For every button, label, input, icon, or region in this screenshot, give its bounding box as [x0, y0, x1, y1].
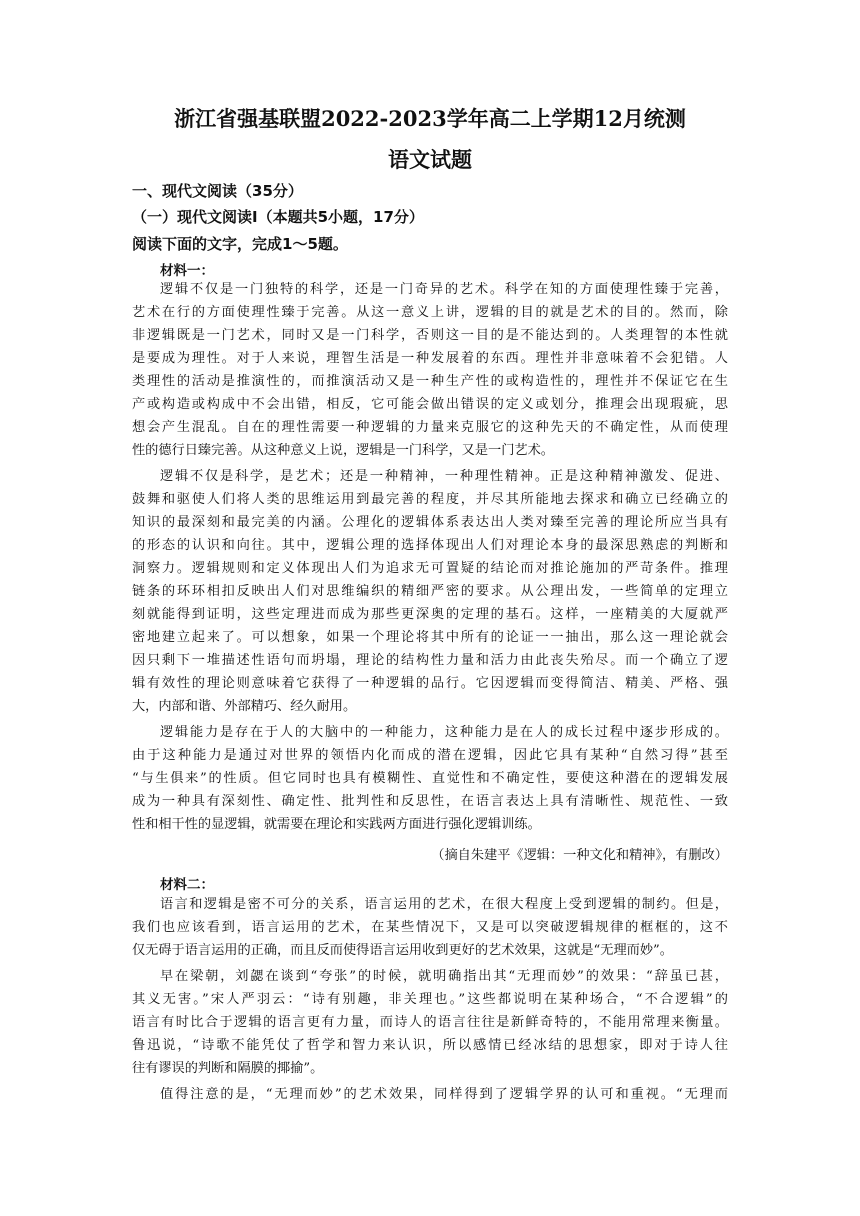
text-line: 由于这种能力是通过对世界的领悟内化而成的潜在逻辑，因此它具有某种“自然习得”甚至 — [132, 748, 728, 763]
subsection-heading: （一）现代文阅读Ⅰ（本题共5小题，17分） — [132, 208, 424, 226]
document-subtitle: 语文试题 — [388, 147, 472, 172]
text-line: 逻辑不仅是科学，是艺术；还是一种精神，一种理性精神。正是这种精神激发、促进、 — [160, 469, 728, 484]
text-line: 性和相干性的显逻辑，就需要在理论和实践两方面进行强化逻辑训练。 — [132, 817, 541, 832]
text-line: 因只剩下一堆描述性语句而坍塌，理论的结构性力量和活力由此丧失殆尽。而一个确立了逻 — [132, 653, 728, 668]
text-line: 是要成为理性。对于人来说，理智生活是一种发展着的东西。理性并非意味着不会犯错。人 — [132, 351, 728, 366]
text-line: 鲁迅说，“诗歌不能凭仗了哲学和智力来认识，所以感情已经冰结的思想家，即对于诗人往 — [132, 1038, 728, 1053]
material1-label: 材料一： — [160, 263, 214, 279]
text-line: 大，内部和谐、外部精巧、经久耐用。 — [132, 699, 357, 714]
text-line: 逻辑不仅是一门独特的科学，还是一门奇异的艺术。科学在知的方面使理性臻于完善， — [160, 282, 728, 297]
document-title: 浙江省强基联盟2022-2023学年高二上学期12月统测 — [174, 106, 686, 131]
text-line: 往有谬误的判断和隔膜的揶揄”。 — [132, 1061, 324, 1076]
material2-label: 材料二： — [160, 877, 214, 893]
text-line: 类理性的活动是推演性的，而推演活动又是一种生产性的或构造性的，理性并不保证它在生 — [132, 374, 728, 389]
text-line: 鼓舞和驱使人们将人类的思维运用到最完善的程度，并尽其所能地去探求和确立已经确立的 — [132, 492, 728, 507]
text-line: 的形态的认识和向往。其中，逻辑公理的选择体现出人们对理论本身的最深思熟虑的判断和 — [132, 538, 728, 553]
text-line: 非逻辑既是一门艺术，同时又是一门科学，否则这一目的是不能达到的。人类理智的本性就 — [132, 328, 728, 343]
text-line: 仅无碍于语言运用的正确，而且反而使得语言运用收到更好的艺术效果，这就是“无理而妙”。 — [132, 943, 673, 958]
text-line: 值得注意的是，“无理而妙”的艺术效果，同样得到了逻辑学界的认可和重视。“无理而 — [160, 1087, 728, 1102]
instruction: 阅读下面的文字，完成1～5题。 — [132, 235, 348, 253]
section-heading: 一、现代文阅读（35分） — [132, 182, 303, 200]
text-line: 链条的环环相扣反映出人们对思维编织的精细严密的要求。从公理出发，一些简单的定理立 — [132, 584, 728, 599]
text-line: 我们也应该看到，语言运用的艺术，在某些情况下，又是可以突破逻辑规律的框框的，这不 — [132, 920, 728, 935]
text-line: 密地建立起来了。可以想象，如果一个理论将其中所有的论证一一抽出，那么这一理论就会 — [132, 630, 728, 645]
text-line: 洞察力。逻辑规则和定义体现出人们为追求无可置疑的结论而对推论施加的严苛条件。推理 — [132, 561, 728, 576]
text-line: 语言和逻辑是密不可分的关系，语言运用的艺术，在很大程度上受到逻辑的制约。但是， — [160, 897, 728, 912]
text-line: 想会产生混乱。自在的理性需要一种逻辑的力量来克服它的这种先天的不确定性，从而使理 — [132, 420, 728, 435]
text-line: 成为一种具有深刻性、确定性、批判性和反思性，在语言表达上具有清晰性、规范性、一致 — [132, 794, 728, 809]
text-line: 早在梁朝，刘勰在谈到“夸张”的时候，就明确指出其“无理而妙”的效果：“辞虽已甚， — [160, 969, 728, 984]
text-line: “与生俱来”的性质。但它同时也具有模糊性、直觉性和不确定性，要使这种潜在的逻辑发展 — [132, 771, 728, 786]
source-citation: （摘自朱建平《逻辑：一种文化和精神》，有删改） — [431, 848, 728, 863]
text-line: 知识的最深刻和最完美的内涵。公理化的逻辑体系表达出人类对臻至完善的理论所应当具有 — [132, 515, 728, 530]
text-line: 产或构造或构成中不会出错，相反，它可能会做出错误的定义或划分，推理会出现瑕疵，思 — [132, 397, 728, 412]
text-line: 辑有效性的理论则意味着它获得了一种逻辑的品行。它因逻辑而变得简洁、精美、严格、强 — [132, 676, 728, 691]
text-line: 刻就能得到证明，这些定理进而成为那些更深奥的定理的基石。这样，一座精美的大厦就严 — [132, 607, 728, 622]
text-line: 其义无害。”宋人严羽云：“诗有别趣，非关理也。”这些都说明在某种场合，“不合逻辑”的 — [132, 992, 728, 1007]
text-line: 逻辑能力是存在于人的大脑中的一种能力，这种能力是在人的成长过程中逐步形成的。 — [160, 725, 728, 740]
text-line: 艺术在行的方面使理性臻于完善。从这一意义上讲，逻辑的目的就是艺术的目的。然而，除 — [132, 305, 728, 320]
text-line: 语言有时比合于逻辑的语言更有力量，而诗人的语言往往是新鲜奇特的，不能用常理来衡量。 — [132, 1015, 728, 1030]
text-line: 性的德行日臻完善。从这种意义上说，逻辑是一门科学，又是一门艺术。 — [132, 443, 554, 458]
